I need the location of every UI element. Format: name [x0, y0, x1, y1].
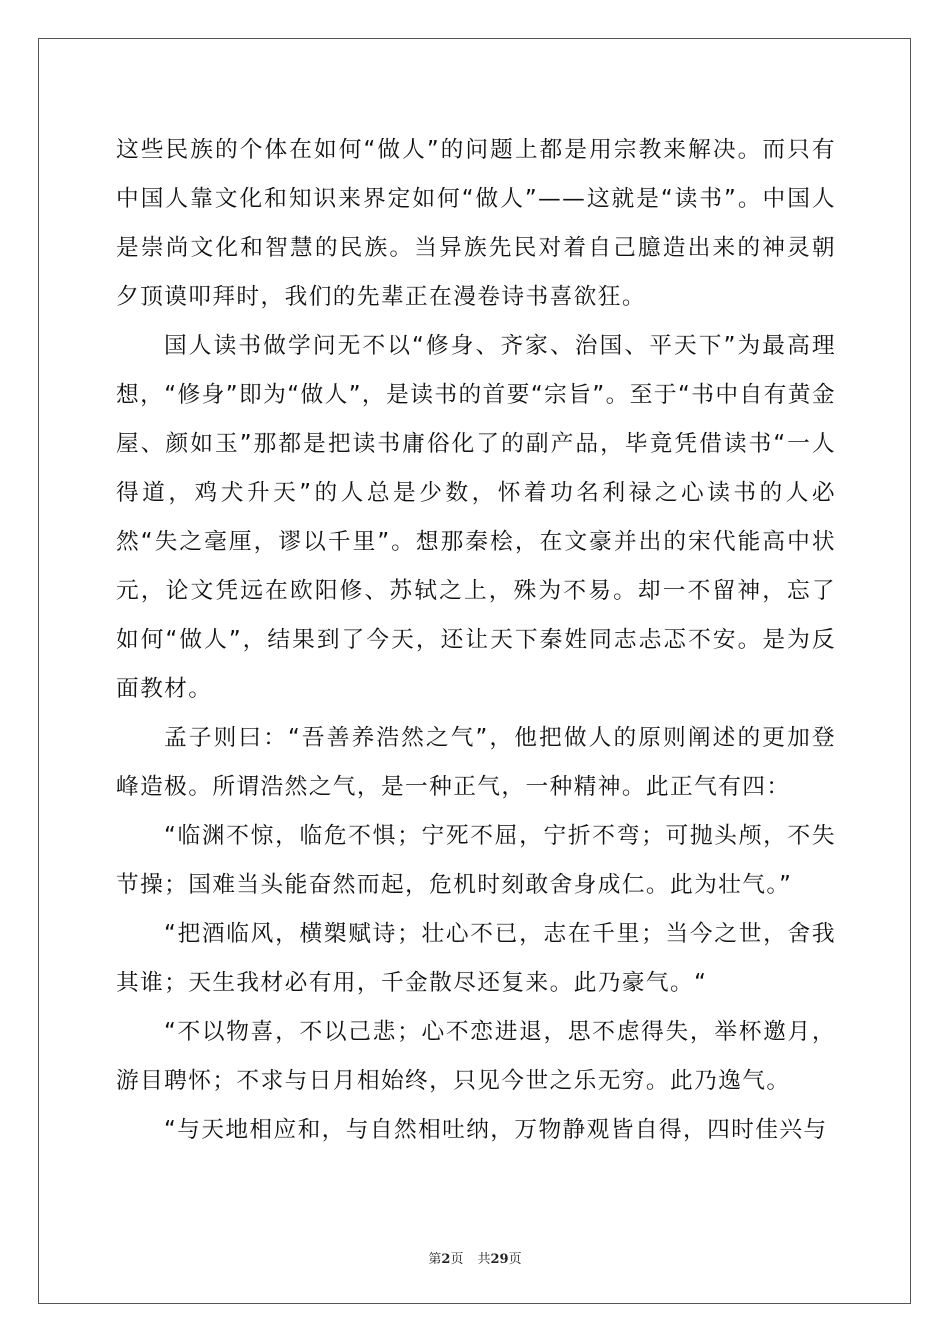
total-suffix: 页 — [508, 1252, 522, 1267]
document-body — [116, 126, 836, 1155]
page-footer — [0, 1248, 950, 1267]
paragraph: “不以物喜，不以己悲；心不恋进退，思不虑得失，举杯邀月，游目聘怀；不求与日月相始终，只见今世之乐无穷。此乃逸气。 — [116, 1019, 836, 1094]
paragraph: “把酒临风，横槊赋诗；壮心不已，志在千里；当今之世，舍我其谁；天生我材必有用，千金散尽还复来。此乃豪气。“ — [116, 921, 836, 996]
paragraph: 国人读书做学问无不以“修身、齐家、治国、平天下”为最高理想，“修身”即为“做人”，是读书的首要“宗旨”。至于“书中自有黄金屋、颜如玉”那都是把读书庸俗化了的副产品，毕竟凭借读书“一人得道，鸡犬升天”的人总是少数，怀着功名利禄之心读书的人必然“失之毫厘，谬以千里”。想那秦桧，在文豪并出的宋代能高中状元，论文凭远在欧阳修、苏轼之上，殊为不易。却一不留神，忘了如何“做人”，结果到了今天，还让天下秦姓同志忐忑不安。是为反面教材。 — [116, 333, 836, 702]
page-prefix: 第 — [428, 1252, 442, 1267]
page-number: 2 — [441, 1252, 451, 1267]
total-pages: 29 — [490, 1252, 509, 1267]
paragraph: 孟子则曰：“吾善养浩然之气”，他把做人的原则阐述的更加登峰造极。所谓浩然之气，是一种正气，一种精神。此正气有四： — [116, 725, 836, 800]
paragraph: 这些民族的个体在如何“做人”的问题上都是用宗教来解决。而只有中国人靠文化和知识来界定如何“做人”——这就是“读书”。中国人是崇尚文化和智慧的民族。当异族先民对着自己臆造出来的神灵朝夕顶谟叩拜时，我们的先辈正在漫卷诗书喜欲狂。 — [116, 137, 836, 310]
total-prefix: 共 — [477, 1252, 491, 1267]
paragraph: “临渊不惊，临危不惧；宁死不屈，宁折不弯；可抛头颅，不失节操；国难当头能奋然而起，危机时刻敢舍身成仁。此为壮气。” — [116, 823, 836, 898]
paragraph: “与天地相应和，与自然相吐纳，万物静观皆自得，四时佳兴与 — [164, 1117, 828, 1143]
page-suffix: 页 — [450, 1252, 464, 1267]
